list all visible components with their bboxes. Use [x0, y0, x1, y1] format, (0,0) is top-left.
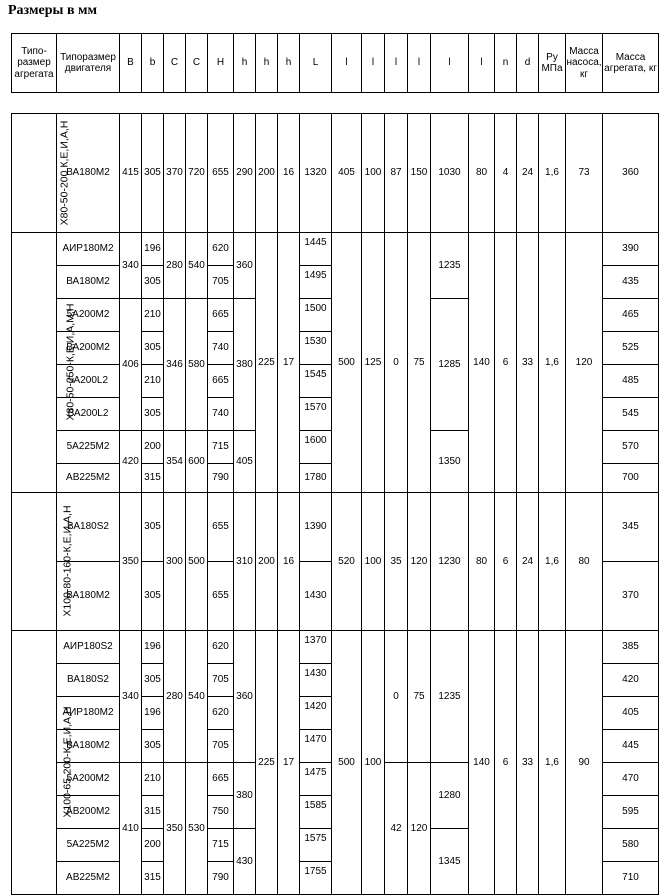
value-cell: 16	[278, 114, 300, 233]
header-cell: l	[332, 34, 362, 93]
value-cell: 1475	[300, 763, 332, 796]
value-cell: 655	[208, 114, 234, 233]
value-cell: 225	[256, 631, 278, 895]
value-cell: 545	[603, 398, 659, 431]
value-cell: 530	[186, 763, 208, 895]
value-cell: 420	[603, 664, 659, 697]
value-cell: 525	[603, 332, 659, 365]
value-cell: 1430	[300, 664, 332, 697]
value-cell: 33	[517, 631, 539, 895]
value-cell: 370	[603, 562, 659, 631]
value-cell: 200	[142, 829, 164, 862]
value-cell: 750	[208, 796, 234, 829]
motor-cell: 5А200L2	[57, 365, 120, 398]
value-cell: 17	[278, 233, 300, 493]
header-cell: l	[385, 34, 408, 93]
value-cell: 520	[332, 493, 362, 631]
unit-cell	[12, 114, 71, 233]
value-cell: 470	[603, 763, 659, 796]
unit-cell	[12, 631, 74, 895]
value-cell: 305	[142, 398, 164, 431]
value-cell: 1495	[300, 266, 332, 299]
value-cell: 90	[566, 631, 603, 895]
value-cell: 1320	[300, 114, 332, 233]
unit-label: Х100-65-200-К,Е,И,А,Н	[61, 706, 74, 818]
motor-cell: АВ225М2	[57, 464, 120, 493]
unit-cell	[12, 233, 77, 493]
value-cell: 580	[186, 299, 208, 431]
value-cell: 1285	[431, 299, 469, 431]
value-cell: 665	[208, 763, 234, 796]
header-cell: h	[256, 34, 278, 93]
value-cell: 80	[469, 114, 495, 233]
value-cell: 75	[408, 233, 431, 493]
value-cell: 580	[603, 829, 659, 862]
value-cell: 6	[495, 233, 517, 493]
motor-cell: 5А200М2	[57, 299, 120, 332]
value-cell: 420	[120, 431, 142, 493]
value-cell: 380	[234, 763, 256, 829]
value-cell: 24	[517, 493, 539, 631]
table-row	[12, 631, 659, 664]
motor-cell: ВА200М2	[57, 332, 120, 365]
value-cell: 200	[256, 114, 278, 233]
value-cell: 1470	[300, 730, 332, 763]
value-cell: 305	[142, 730, 164, 763]
value-cell: 350	[120, 493, 142, 631]
value-cell: 405	[603, 697, 659, 730]
value-cell: 17	[278, 631, 300, 895]
header-cell: d	[517, 34, 539, 93]
value-cell: 0	[385, 233, 408, 493]
header-cell: h	[234, 34, 256, 93]
motor-cell: ВА180S2	[57, 493, 120, 562]
value-cell: 1390	[300, 493, 332, 562]
value-cell: 200	[142, 431, 164, 464]
value-cell: 100	[362, 631, 385, 895]
value-cell: 405	[332, 114, 362, 233]
value-cell: 700	[603, 464, 659, 493]
value-cell: 385	[603, 631, 659, 664]
motor-cell: АИР180М2	[57, 233, 120, 266]
value-cell: 150	[408, 114, 431, 233]
value-cell: 715	[208, 829, 234, 862]
value-cell: 1445	[300, 233, 332, 266]
motor-cell: АИР180М2	[57, 697, 120, 730]
value-cell: 1780	[300, 464, 332, 493]
value-cell: 720	[186, 114, 208, 233]
spacer-cell	[12, 93, 659, 114]
value-cell: 340	[120, 631, 142, 763]
value-cell: 1585	[300, 796, 332, 829]
spacer-row	[12, 93, 659, 114]
motor-cell: ВА180М2	[57, 562, 120, 631]
value-cell: 350	[164, 763, 186, 895]
value-cell: 24	[517, 114, 539, 233]
value-cell: 390	[603, 233, 659, 266]
value-cell: 1345	[431, 829, 469, 895]
value-cell: 540	[186, 233, 208, 299]
value-cell: 305	[142, 493, 164, 562]
value-cell: 740	[208, 398, 234, 431]
unit-label: Х80-50-250-К,Е,И,А,М,Н	[64, 303, 77, 421]
unit-cell	[12, 493, 74, 631]
value-cell: 1530	[300, 332, 332, 365]
value-cell: 430	[234, 829, 256, 895]
value-cell: 1280	[431, 763, 469, 829]
value-cell: 1030	[431, 114, 469, 233]
header-cell: B	[120, 34, 142, 93]
value-cell: 120	[408, 493, 431, 631]
value-cell: 710	[603, 862, 659, 895]
value-cell: 280	[164, 631, 186, 763]
value-cell: 1370	[300, 631, 332, 664]
value-cell: 196	[142, 697, 164, 730]
value-cell: 75	[408, 631, 431, 763]
header-cell: l	[431, 34, 469, 93]
value-cell: 406	[120, 299, 142, 431]
value-cell: 35	[385, 493, 408, 631]
motor-cell: 5А225М2	[57, 829, 120, 862]
value-cell: 305	[142, 562, 164, 631]
value-cell: 4	[495, 114, 517, 233]
value-cell: 340	[120, 233, 142, 299]
header-cell: C	[186, 34, 208, 93]
value-cell: 705	[208, 266, 234, 299]
motor-cell: 5А200М2	[57, 763, 120, 796]
value-cell: 310	[234, 493, 256, 631]
value-cell: 1755	[300, 862, 332, 895]
table-row	[12, 233, 659, 266]
value-cell: 790	[208, 862, 234, 895]
value-cell: 665	[208, 299, 234, 332]
header-cell: l	[469, 34, 495, 93]
header-cell: H	[208, 34, 234, 93]
value-cell: 705	[208, 730, 234, 763]
value-cell: 620	[208, 697, 234, 730]
value-cell: 315	[142, 464, 164, 493]
value-cell: 445	[603, 730, 659, 763]
motor-cell: ВА180S2	[57, 664, 120, 697]
value-cell: 655	[208, 562, 234, 631]
value-cell: 300	[164, 493, 186, 631]
value-cell: 405	[234, 431, 256, 493]
header-cell: Типо-размер агрегата	[12, 34, 57, 93]
value-cell: 290	[234, 114, 256, 233]
motor-cell: ВА180М2	[57, 730, 120, 763]
header-cell: C	[164, 34, 186, 93]
value-cell: 1,6	[539, 233, 566, 493]
value-cell: 740	[208, 332, 234, 365]
value-cell: 80	[469, 493, 495, 631]
value-cell: 305	[142, 114, 164, 233]
value-cell: 370	[164, 114, 186, 233]
value-cell: 620	[208, 631, 234, 664]
value-cell: 485	[603, 365, 659, 398]
unit-label: Х80-50-200 К,Е,И,А,Н	[58, 120, 71, 226]
value-cell: 415	[120, 114, 142, 233]
value-cell: 665	[208, 365, 234, 398]
value-cell: 1600	[300, 431, 332, 464]
value-cell: 120	[408, 763, 431, 895]
header-cell: b	[142, 34, 164, 93]
value-cell: 16	[278, 493, 300, 631]
header-cell: Масса насоса, кг	[566, 34, 603, 93]
header-row	[12, 34, 659, 93]
header-cell: n	[495, 34, 517, 93]
value-cell: 210	[142, 365, 164, 398]
value-cell: 1350	[431, 431, 469, 493]
value-cell: 715	[208, 431, 234, 464]
value-cell: 1235	[431, 233, 469, 299]
unit-label: Х100-80-160-К,Е,И,А,Н	[61, 505, 74, 617]
value-cell: 360	[234, 233, 256, 299]
value-cell: 346	[164, 299, 186, 431]
value-cell: 410	[120, 763, 142, 895]
header-cell: Py МПа	[539, 34, 566, 93]
value-cell: 280	[164, 233, 186, 299]
header-cell: h	[278, 34, 300, 93]
value-cell: 1545	[300, 365, 332, 398]
value-cell: 1230	[431, 493, 469, 631]
motor-cell: АВ200М2	[57, 796, 120, 829]
value-cell: 140	[469, 631, 495, 895]
motor-cell: 5А225М2	[57, 431, 120, 464]
value-cell: 1,6	[539, 114, 566, 233]
value-cell: 6	[495, 493, 517, 631]
value-cell: 87	[385, 114, 408, 233]
value-cell: 315	[142, 862, 164, 895]
header-cell: Масса агрегата, кг	[603, 34, 659, 93]
value-cell: 705	[208, 664, 234, 697]
value-cell: 140	[469, 233, 495, 493]
value-cell: 210	[142, 299, 164, 332]
value-cell: 500	[186, 493, 208, 631]
value-cell: 315	[142, 796, 164, 829]
value-cell: 0	[385, 631, 408, 763]
value-cell: 360	[603, 114, 659, 233]
value-cell: 1420	[300, 697, 332, 730]
motor-cell: ВА180М2	[57, 266, 120, 299]
value-cell: 435	[603, 266, 659, 299]
value-cell: 1235	[431, 631, 469, 763]
value-cell: 225	[256, 233, 278, 493]
value-cell: 100	[362, 493, 385, 631]
motor-cell: ВА200L2	[57, 398, 120, 431]
value-cell: 125	[362, 233, 385, 493]
value-cell: 380	[234, 299, 256, 431]
value-cell: 790	[208, 464, 234, 493]
value-cell: 196	[142, 631, 164, 664]
value-cell: 1,6	[539, 631, 566, 895]
page-title: Размеры в мм	[8, 3, 98, 18]
value-cell: 500	[332, 233, 362, 493]
header-cell: l	[408, 34, 431, 93]
dimensions-table	[11, 33, 659, 895]
motor-cell: АВ225М2	[57, 862, 120, 895]
value-cell: 6	[495, 631, 517, 895]
value-cell: 100	[362, 114, 385, 233]
value-cell: 200	[256, 493, 278, 631]
header-cell: Типоразмер двигателя	[57, 34, 120, 93]
header-cell: l	[362, 34, 385, 93]
table-row	[12, 493, 659, 562]
value-cell: 655	[208, 493, 234, 562]
value-cell: 305	[142, 266, 164, 299]
value-cell: 210	[142, 763, 164, 796]
value-cell: 570	[603, 431, 659, 464]
motor-cell: АИР180S2	[57, 631, 120, 664]
value-cell: 1500	[300, 299, 332, 332]
value-cell: 33	[517, 233, 539, 493]
value-cell: 595	[603, 796, 659, 829]
value-cell: 80	[566, 493, 603, 631]
value-cell: 305	[142, 332, 164, 365]
value-cell: 354	[164, 431, 186, 493]
value-cell: 345	[603, 493, 659, 562]
value-cell: 465	[603, 299, 659, 332]
value-cell: 120	[566, 233, 603, 493]
value-cell: 305	[142, 664, 164, 697]
value-cell: 500	[332, 631, 362, 895]
value-cell: 1430	[300, 562, 332, 631]
motor-cell: ВА180М2	[57, 114, 120, 233]
value-cell: 1,6	[539, 493, 566, 631]
value-cell: 620	[208, 233, 234, 266]
header-cell: L	[300, 34, 332, 93]
value-cell: 540	[186, 631, 208, 763]
value-cell: 73	[566, 114, 603, 233]
value-cell: 42	[385, 763, 408, 895]
value-cell: 196	[142, 233, 164, 266]
value-cell: 600	[186, 431, 208, 493]
table-row	[12, 114, 659, 233]
value-cell: 1575	[300, 829, 332, 862]
value-cell: 1570	[300, 398, 332, 431]
value-cell: 360	[234, 631, 256, 763]
